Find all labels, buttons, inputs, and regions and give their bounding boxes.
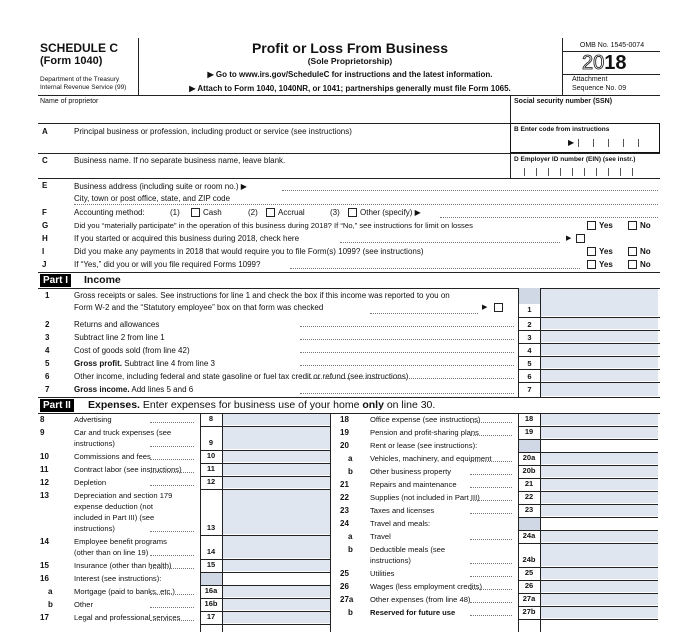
form-title: Profit or Loss From Business bbox=[251, 40, 449, 56]
row-a-letter: A bbox=[42, 127, 48, 136]
ssn-label: Social security number (SSN) bbox=[514, 98, 613, 105]
proprietor-name-input[interactable] bbox=[40, 107, 508, 122]
participate-yes-checkbox[interactable] bbox=[587, 221, 596, 230]
file-1099-yes-label: Yes bbox=[599, 260, 613, 269]
expense-right-line-ref: 24a bbox=[522, 531, 536, 540]
leader-dots bbox=[300, 352, 514, 353]
participate-yes-label: Yes bbox=[599, 221, 613, 230]
expense-left-line-number: 12 bbox=[40, 478, 49, 487]
expense-left-line-number: 13 bbox=[40, 491, 49, 500]
expense-left-line-number: 14 bbox=[40, 537, 49, 546]
leader-dots bbox=[470, 539, 512, 540]
attachment-label: Attachment bbox=[572, 76, 608, 83]
expense-right-line-text: Other business property bbox=[370, 467, 452, 476]
part1-line-ref: 5 bbox=[527, 359, 532, 368]
expense-right-line-text: Wages (less employment credits) bbox=[370, 582, 482, 591]
ein-label: D Employer ID number (EIN) (see instr.) bbox=[514, 156, 636, 163]
expense-left-amount-input[interactable] bbox=[223, 536, 330, 558]
expense-right-amount-input[interactable] bbox=[541, 607, 658, 618]
accrual-checkbox[interactable] bbox=[266, 208, 275, 217]
expense-left-amount-input[interactable] bbox=[223, 464, 330, 475]
expense-right-amount-input[interactable] bbox=[541, 427, 658, 438]
row-a-text: Principal business or profession, including product or service (see instructions) bbox=[74, 127, 352, 136]
expense-left-amount-input[interactable] bbox=[223, 599, 330, 610]
expense-left-line-ref: 17 bbox=[206, 612, 216, 621]
expense-right-amount-input[interactable] bbox=[541, 544, 658, 566]
expense-left-line-number: b bbox=[48, 600, 53, 609]
leader-dots bbox=[470, 422, 512, 423]
part1-title: Income bbox=[84, 274, 121, 286]
expense-left-line-text: Depletion bbox=[74, 478, 107, 487]
row-h-letter: H bbox=[42, 234, 48, 243]
business-code-input[interactable] bbox=[578, 137, 654, 149]
expense-left-amount-input[interactable] bbox=[223, 451, 330, 462]
leader-dots bbox=[470, 474, 512, 475]
part1-line-number: 6 bbox=[45, 372, 50, 381]
leader-dots bbox=[150, 472, 194, 473]
leader-dots bbox=[300, 393, 514, 394]
expense-right-line-text: Deductible meals (see bbox=[370, 545, 446, 554]
expense-left-line-number: 11 bbox=[40, 465, 49, 474]
expense-left-line-text: Other bbox=[74, 600, 93, 609]
leader-dots bbox=[150, 422, 194, 423]
expense-left-line-text: Contract labor (see instructions) bbox=[74, 465, 182, 474]
expense-left-line-number: 10 bbox=[40, 452, 49, 461]
leader-dots bbox=[300, 378, 514, 379]
attach-instructions: ▶ Attach to Form 1040, 1040NR, or 1041; partnerships generally must file Form 1065. bbox=[189, 84, 511, 93]
expense-left-line-ref: 8 bbox=[208, 414, 214, 423]
row-g-text: Did you “materially participate” in the operation of this business during 2018? If “No,” see instructions for limit on losses bbox=[74, 221, 473, 230]
expense-right-line-ref: 20b bbox=[522, 466, 536, 475]
business-code-label: B Enter code from instructions bbox=[514, 126, 610, 133]
row-e-city-label: City, town or post office, state, and ZIP code bbox=[74, 194, 231, 203]
expense-left-amount-input[interactable] bbox=[223, 490, 330, 534]
expense-left-line-text: instructions) bbox=[74, 524, 115, 533]
accrual-label: Accrual bbox=[278, 208, 305, 217]
expense-right-line-ref: 25 bbox=[524, 568, 534, 577]
expense-right-line-text: Vehicles, machinery, and equipment bbox=[370, 454, 492, 463]
proprietor-name-label: Name of proprietor bbox=[40, 98, 99, 105]
expense-left-line-ref: 15 bbox=[206, 560, 216, 569]
business-name-input[interactable] bbox=[74, 165, 504, 177]
ssn-input[interactable] bbox=[514, 107, 658, 121]
leader-dots bbox=[300, 326, 514, 327]
part1-line-number: 1 bbox=[45, 291, 50, 300]
expense-left-line-text: Commissions and fees bbox=[74, 452, 151, 461]
principal-business-input[interactable] bbox=[74, 136, 504, 148]
payments-1099-no-label: No bbox=[640, 247, 651, 256]
expense-left-line-ref: 16a bbox=[204, 586, 218, 595]
row-e-address-label: Business address (including suite or room no.) ▶ bbox=[74, 182, 247, 191]
tax-year-prefix: 20 bbox=[582, 52, 605, 74]
expense-left-line-number: 17 bbox=[40, 613, 49, 622]
part1-line-rest: Subtract line 4 from line 3 bbox=[122, 359, 215, 368]
other-method-label: Other (specify) ▶ bbox=[360, 208, 421, 217]
expense-right-line-ref: 27b bbox=[522, 607, 536, 616]
part1-amount-input[interactable] bbox=[541, 383, 658, 396]
expense-right-line-ref: 20a bbox=[522, 453, 536, 462]
expense-right-line-text: Repairs and maintenance bbox=[370, 480, 457, 489]
accounting-opt2-num: (2) bbox=[248, 208, 258, 217]
expense-right-line-text: Pension and profit-sharing plans bbox=[370, 428, 479, 437]
business-code-arrow: ▶ bbox=[568, 138, 575, 147]
expense-left-line-ref: 14 bbox=[206, 547, 216, 556]
form-subtitle: (Sole Proprietorship) bbox=[307, 56, 393, 66]
expense-right-amount-input[interactable] bbox=[541, 581, 658, 592]
expense-left-line-ref: 12 bbox=[206, 477, 216, 486]
leader-dots bbox=[470, 513, 512, 514]
part1-line-text: Subtract line 2 from line 1 bbox=[74, 333, 165, 342]
expense-right-line-text: Travel bbox=[370, 532, 391, 541]
expense-left-line-text: expense deduction (not bbox=[74, 502, 153, 511]
expense-right-amount-input[interactable] bbox=[541, 479, 658, 490]
expense-right-line-number: 22 bbox=[340, 493, 349, 502]
part2-title-rest: Enter expenses for business use of your home bbox=[139, 399, 363, 411]
expense-right-line-ref: 18 bbox=[524, 414, 534, 423]
part1-line-text: Returns and allowances bbox=[74, 320, 160, 329]
expense-left-line-text: Employee benefit programs bbox=[74, 537, 167, 546]
part1-line-number: 4 bbox=[45, 346, 50, 355]
expense-left-amount-input[interactable] bbox=[223, 427, 330, 449]
expense-right-amount-input[interactable] bbox=[541, 414, 658, 425]
row-divider bbox=[200, 624, 330, 625]
leader-dots bbox=[150, 620, 194, 621]
expense-right-amount-input[interactable] bbox=[541, 594, 658, 605]
leader-dots bbox=[150, 485, 194, 486]
dept-label: Department of the Treasury bbox=[40, 76, 120, 83]
expense-left-line-ref: 11 bbox=[207, 464, 215, 473]
expense-left-line-text: instructions) bbox=[74, 439, 115, 448]
expense-right-line-ref: 27a bbox=[522, 594, 536, 603]
expense-right-line-text: Reserved for future use bbox=[370, 608, 456, 617]
part1-line-number: 2 bbox=[45, 320, 50, 329]
row-divider bbox=[518, 619, 658, 620]
row-g-letter: G bbox=[42, 221, 49, 230]
expense-right-line-text: Travel and meals: bbox=[370, 519, 431, 528]
expense-right-line-text: instructions) bbox=[370, 556, 411, 565]
expense-right-line-ref: 24b bbox=[522, 555, 536, 564]
part2-title-bold: Expenses. bbox=[88, 399, 140, 411]
expense-left-line-number: 15 bbox=[40, 561, 49, 570]
expense-left-amount-input[interactable] bbox=[223, 612, 330, 623]
part1-line-ref: 7 bbox=[527, 385, 532, 394]
part1-line-ref: 3 bbox=[527, 333, 532, 342]
expense-left-amount-input[interactable] bbox=[223, 560, 330, 571]
expense-right-line-ref: 26 bbox=[524, 581, 534, 590]
leader-dots bbox=[470, 576, 512, 577]
expense-right-line-ref: 19 bbox=[524, 427, 534, 436]
statutory-arrow: ▶ bbox=[482, 304, 488, 311]
cash-checkbox[interactable] bbox=[191, 208, 200, 217]
expense-left-line-text: (other than on line 19) bbox=[74, 548, 149, 557]
tax-year-suffix: 18 bbox=[604, 52, 627, 74]
omb-number: OMB No. 1545-0074 bbox=[579, 42, 645, 49]
part2-title-only: only bbox=[362, 399, 384, 411]
expense-right-amount-input[interactable] bbox=[541, 466, 658, 477]
participate-no-label: No bbox=[640, 221, 651, 230]
other-method-checkbox[interactable] bbox=[348, 208, 357, 217]
part1-line-rest: Add lines 5 and 6 bbox=[129, 385, 194, 394]
leader-dots bbox=[470, 589, 512, 590]
part1-amount-input[interactable] bbox=[541, 357, 658, 368]
row-f-letter: F bbox=[42, 208, 47, 217]
part1-line-number: 5 bbox=[45, 359, 50, 368]
leader-dots bbox=[150, 459, 194, 460]
expense-left-line-number: 8 bbox=[40, 415, 45, 424]
leader-dots bbox=[150, 594, 194, 595]
payments-1099-yes-checkbox[interactable] bbox=[587, 247, 596, 256]
expense-left-line-number: a bbox=[48, 587, 53, 596]
expense-left-line-text: Car and truck expenses (see bbox=[74, 428, 172, 437]
expense-right-line-ref: 21 bbox=[524, 479, 534, 488]
expense-right-line-number: 25 bbox=[340, 569, 349, 578]
part1-amount-input[interactable] bbox=[541, 344, 658, 355]
part1-line-ref: 2 bbox=[527, 320, 532, 329]
leader-dots bbox=[470, 435, 512, 436]
row-j-letter: J bbox=[42, 260, 47, 269]
leader-dots bbox=[300, 365, 514, 366]
expense-right-line-text: Supplies (not included in Part III) bbox=[370, 493, 480, 502]
row-e-letter: E bbox=[42, 181, 48, 190]
expense-right-line-number: 24 bbox=[340, 519, 349, 528]
leader-dots bbox=[150, 531, 194, 532]
part1-amount-input[interactable] bbox=[541, 370, 658, 381]
expense-right-amount-input[interactable] bbox=[541, 531, 658, 542]
payments-1099-yes-label: Yes bbox=[599, 247, 613, 256]
part1-line-bold: Gross profit. bbox=[74, 359, 123, 368]
expense-right-line-text: Utilities bbox=[370, 569, 395, 578]
tax-year bbox=[582, 52, 627, 75]
expense-left-line-text: included in Part III) (see bbox=[74, 513, 155, 522]
business-address-input[interactable] bbox=[282, 180, 658, 190]
shaded-cell bbox=[201, 573, 222, 585]
expense-right-line-number: b bbox=[348, 467, 353, 476]
expense-right-line-number: 21 bbox=[340, 480, 349, 489]
part1-amount-input[interactable] bbox=[541, 318, 658, 329]
accounting-method-label: Accounting method: bbox=[74, 208, 145, 217]
part1-line-text: Other income, including federal and state gasoline or fuel tax credit or refund (see instructions) bbox=[74, 372, 409, 381]
expense-right-line-text: Rent or lease (see instructions): bbox=[370, 441, 478, 450]
part1-line-number: 7 bbox=[45, 385, 50, 394]
part2-label: Part II bbox=[40, 399, 74, 412]
part1-line-text: Gross receipts or sales. See instructions for line 1 and check the box if this income was reported to you on bbox=[74, 291, 450, 300]
expense-right-line-number: 26 bbox=[340, 582, 349, 591]
expense-right-line-text: Office expense (see instructions) bbox=[370, 415, 481, 424]
expense-right-line-number: 27a bbox=[340, 595, 354, 604]
part1-line-text bbox=[74, 359, 215, 368]
part1-line-number: 3 bbox=[45, 333, 50, 342]
shaded-cell bbox=[519, 518, 540, 530]
expense-right-line-text: Taxes and licenses bbox=[370, 506, 435, 515]
part1-line-ref: 6 bbox=[527, 372, 532, 381]
expense-left-line-ref: 16b bbox=[204, 599, 218, 608]
expense-left-line-text: Interest (see instructions): bbox=[74, 574, 162, 583]
part1-amount-input[interactable] bbox=[541, 289, 658, 316]
expense-right-line-number: 19 bbox=[340, 428, 349, 437]
expense-left-line-ref: 9 bbox=[208, 438, 214, 447]
part1-line-ref: 1 bbox=[527, 305, 532, 314]
row-i-letter: I bbox=[42, 247, 45, 256]
row-j-text: If “Yes,” did you or will you file required Forms 1099? bbox=[74, 260, 261, 269]
expense-right-amount-input[interactable] bbox=[541, 492, 658, 503]
expense-left-amount-input[interactable] bbox=[223, 414, 330, 425]
expense-right-line-number: 20 bbox=[340, 441, 349, 450]
leader-dots bbox=[470, 500, 512, 501]
leader-dots bbox=[470, 615, 512, 616]
row-h-text: If you started or acquired this business during 2018, check here bbox=[74, 234, 300, 243]
part2-title-end: on line 30. bbox=[383, 399, 436, 411]
expense-left-line-text: Insurance (other than health) bbox=[74, 561, 172, 570]
goto-instructions: ▶ Go to www.irs.gov/ScheduleC for instructions and the latest information. bbox=[207, 70, 493, 79]
accounting-opt1-num: (1) bbox=[170, 208, 180, 217]
part1-line-text: Cost of goods sold (from line 42) bbox=[74, 346, 190, 355]
leader-dots bbox=[370, 313, 478, 314]
expense-right-line-ref: 23 bbox=[524, 505, 534, 514]
row-i-text: Did you make any payments in 2018 that would require you to file Form(s) 1099? (see instructions) bbox=[74, 247, 424, 256]
irs-label: Internal Revenue Service (99) bbox=[40, 84, 127, 91]
row-c-letter: C bbox=[42, 156, 48, 165]
part2-title bbox=[88, 399, 435, 411]
expense-left-line-text: Mortgage (paid to banks, etc.) bbox=[74, 587, 175, 596]
file-1099-no-checkbox[interactable] bbox=[628, 260, 637, 269]
payments-1099-no-checkbox[interactable] bbox=[628, 247, 637, 256]
schedule-label: SCHEDULE C bbox=[40, 41, 119, 55]
part1-line-bold: Gross income. bbox=[74, 385, 130, 394]
cash-label: Cash bbox=[203, 208, 222, 217]
form-label: (Form 1040) bbox=[40, 55, 103, 67]
started-business-checkbox[interactable] bbox=[576, 234, 585, 243]
expense-left-line-number: 16 bbox=[40, 574, 49, 583]
participate-no-checkbox[interactable] bbox=[628, 221, 637, 230]
expense-right-line-number: a bbox=[348, 454, 353, 463]
line1-shade bbox=[519, 288, 540, 304]
sequence-number: Sequence No. 09 bbox=[572, 85, 627, 92]
expense-right-amount-input[interactable] bbox=[541, 505, 658, 516]
expense-left-amount-input[interactable] bbox=[223, 586, 330, 597]
expense-right-line-number: 18 bbox=[340, 415, 349, 424]
expense-right-amount-input[interactable] bbox=[541, 453, 658, 464]
part1-label: Part I bbox=[40, 274, 71, 287]
file-1099-no-label: No bbox=[640, 260, 651, 269]
leader-dots bbox=[150, 568, 194, 569]
expense-left-line-ref: 10 bbox=[206, 451, 216, 460]
statutory-employee-checkbox[interactable] bbox=[494, 303, 503, 312]
expense-left-line-ref: 13 bbox=[206, 523, 216, 532]
expense-right-line-number: 23 bbox=[340, 506, 349, 515]
expense-right-amount-input[interactable] bbox=[541, 568, 658, 579]
expense-left-amount-input[interactable] bbox=[223, 477, 330, 488]
leader-dots bbox=[470, 487, 512, 488]
part1-line-ref: 4 bbox=[527, 346, 532, 355]
row-c-text: Business name. If no separate business name, leave blank. bbox=[74, 156, 286, 165]
leader-dots bbox=[300, 339, 514, 340]
accounting-opt3-num: (3) bbox=[330, 208, 340, 217]
expense-left-line-text: Legal and professional services bbox=[74, 613, 181, 622]
expense-right-line-text: Other expenses (from line 48) bbox=[370, 595, 471, 604]
leader-dots bbox=[150, 446, 194, 447]
part1-line-text-cont: Form W-2 and the “Statutory employee” box on that form was checked bbox=[74, 303, 324, 312]
leader-dots bbox=[470, 563, 512, 564]
shaded-cell bbox=[519, 440, 540, 452]
leader-dots bbox=[470, 461, 512, 462]
leader-dots bbox=[470, 602, 512, 603]
expense-right-line-number: a bbox=[348, 532, 353, 541]
leader-dots bbox=[150, 555, 194, 556]
part1-line-text bbox=[74, 385, 193, 394]
expense-left-line-number: 9 bbox=[40, 428, 45, 437]
started-business-arrow: ▶ bbox=[566, 235, 572, 242]
expense-right-line-ref: 22 bbox=[524, 492, 534, 501]
expense-left-line-text: Depreciation and section 179 bbox=[74, 491, 173, 500]
leader-dots bbox=[150, 607, 194, 608]
expense-right-line-number: b bbox=[348, 545, 353, 554]
part1-amount-input[interactable] bbox=[541, 331, 658, 342]
expense-right-line-number: b bbox=[348, 608, 353, 617]
file-1099-yes-checkbox[interactable] bbox=[587, 260, 596, 269]
expense-left-line-text: Advertising bbox=[74, 415, 112, 424]
